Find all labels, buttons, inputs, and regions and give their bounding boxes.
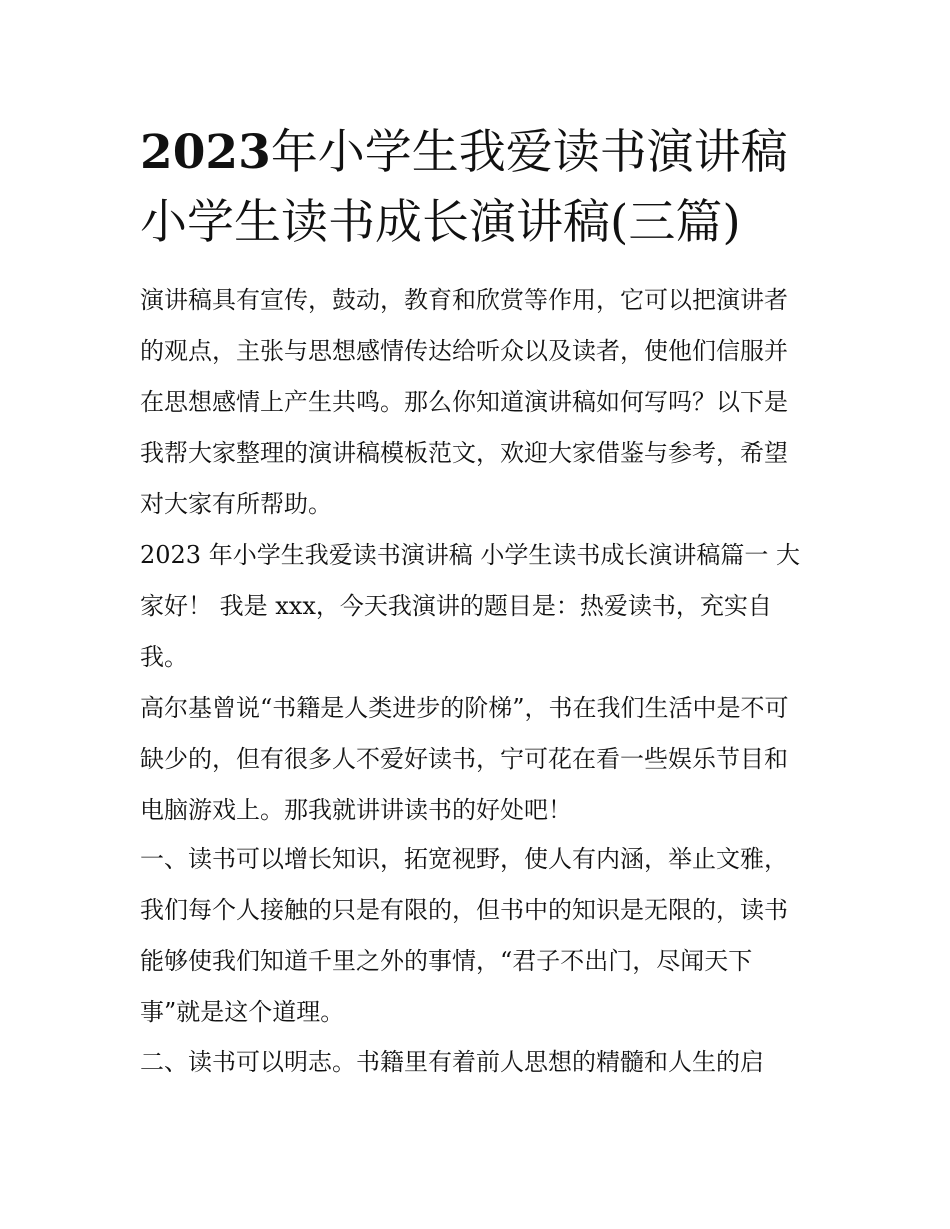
document-title — [140, 118, 820, 258]
paragraph-line: 家好！ 我是 xxx，今天我演讲的题目是：热爱读书，充实自 — [140, 592, 772, 620]
point-two-paragraph — [140, 1037, 815, 1088]
paragraph-line: 在思想感情上产生共鸣。那么你知道演讲稿如何写吗？以下是 — [140, 388, 788, 416]
quote-paragraph — [140, 683, 815, 836]
paragraph-line: 能够使我们知道千里之外的事情，“君子不出门，尽闻天下 — [140, 947, 753, 975]
paragraph-line: 对大家有所帮助。 — [140, 490, 332, 518]
title-year: 2023 — [140, 125, 271, 180]
paragraph-line: 电脑游戏上。那我就讲讲读书的好处吧！ — [140, 796, 572, 824]
title-line-2: 小学生读书成长演讲稿(三篇) — [140, 195, 741, 250]
paragraph-line: 我帮大家整理的演讲稿模板范文，欢迎大家借鉴与参考，希望 — [140, 439, 788, 467]
paragraph-line: 事”就是这个道理。 — [140, 998, 345, 1026]
section-one-paragraph — [140, 530, 815, 683]
paragraph-line: 的观点，主张与思想感情传达给听众以及读者，使他们信服并 — [140, 337, 788, 365]
point-one-paragraph — [140, 834, 815, 1038]
paragraph-line: 缺少的，但有很多人不爱好读书，宁可花在看一些娱乐节目和 — [140, 745, 788, 773]
title-line-1 — [140, 118, 820, 188]
title-line-1-text: 年小学生我爱读书演讲稿 — [270, 125, 788, 180]
paragraph-line: 二、读书可以明志。书籍里有着前人思想的精髓和人生的启 — [140, 1048, 764, 1076]
paragraph-line: 我。 — [140, 643, 188, 671]
paragraph-line: 一、读书可以增长知识，拓宽视野，使人有内涵，举止文雅， — [140, 845, 788, 873]
paragraph-line: 高尔基曾说“书籍是人类进步的阶梯”，书在我们生活中是不可 — [140, 694, 789, 722]
intro-paragraph — [140, 275, 815, 530]
paragraph-line: 2023 年小学生我爱读书演讲稿 小学生读书成长演讲稿篇一 大 — [140, 541, 800, 569]
paragraph-line: 演讲稿具有宣传，鼓动，教育和欣赏等作用，它可以把演讲者 — [140, 286, 788, 314]
paragraph-line: 我们每个人接触的只是有限的，但书中的知识是无限的，读书 — [140, 896, 788, 924]
